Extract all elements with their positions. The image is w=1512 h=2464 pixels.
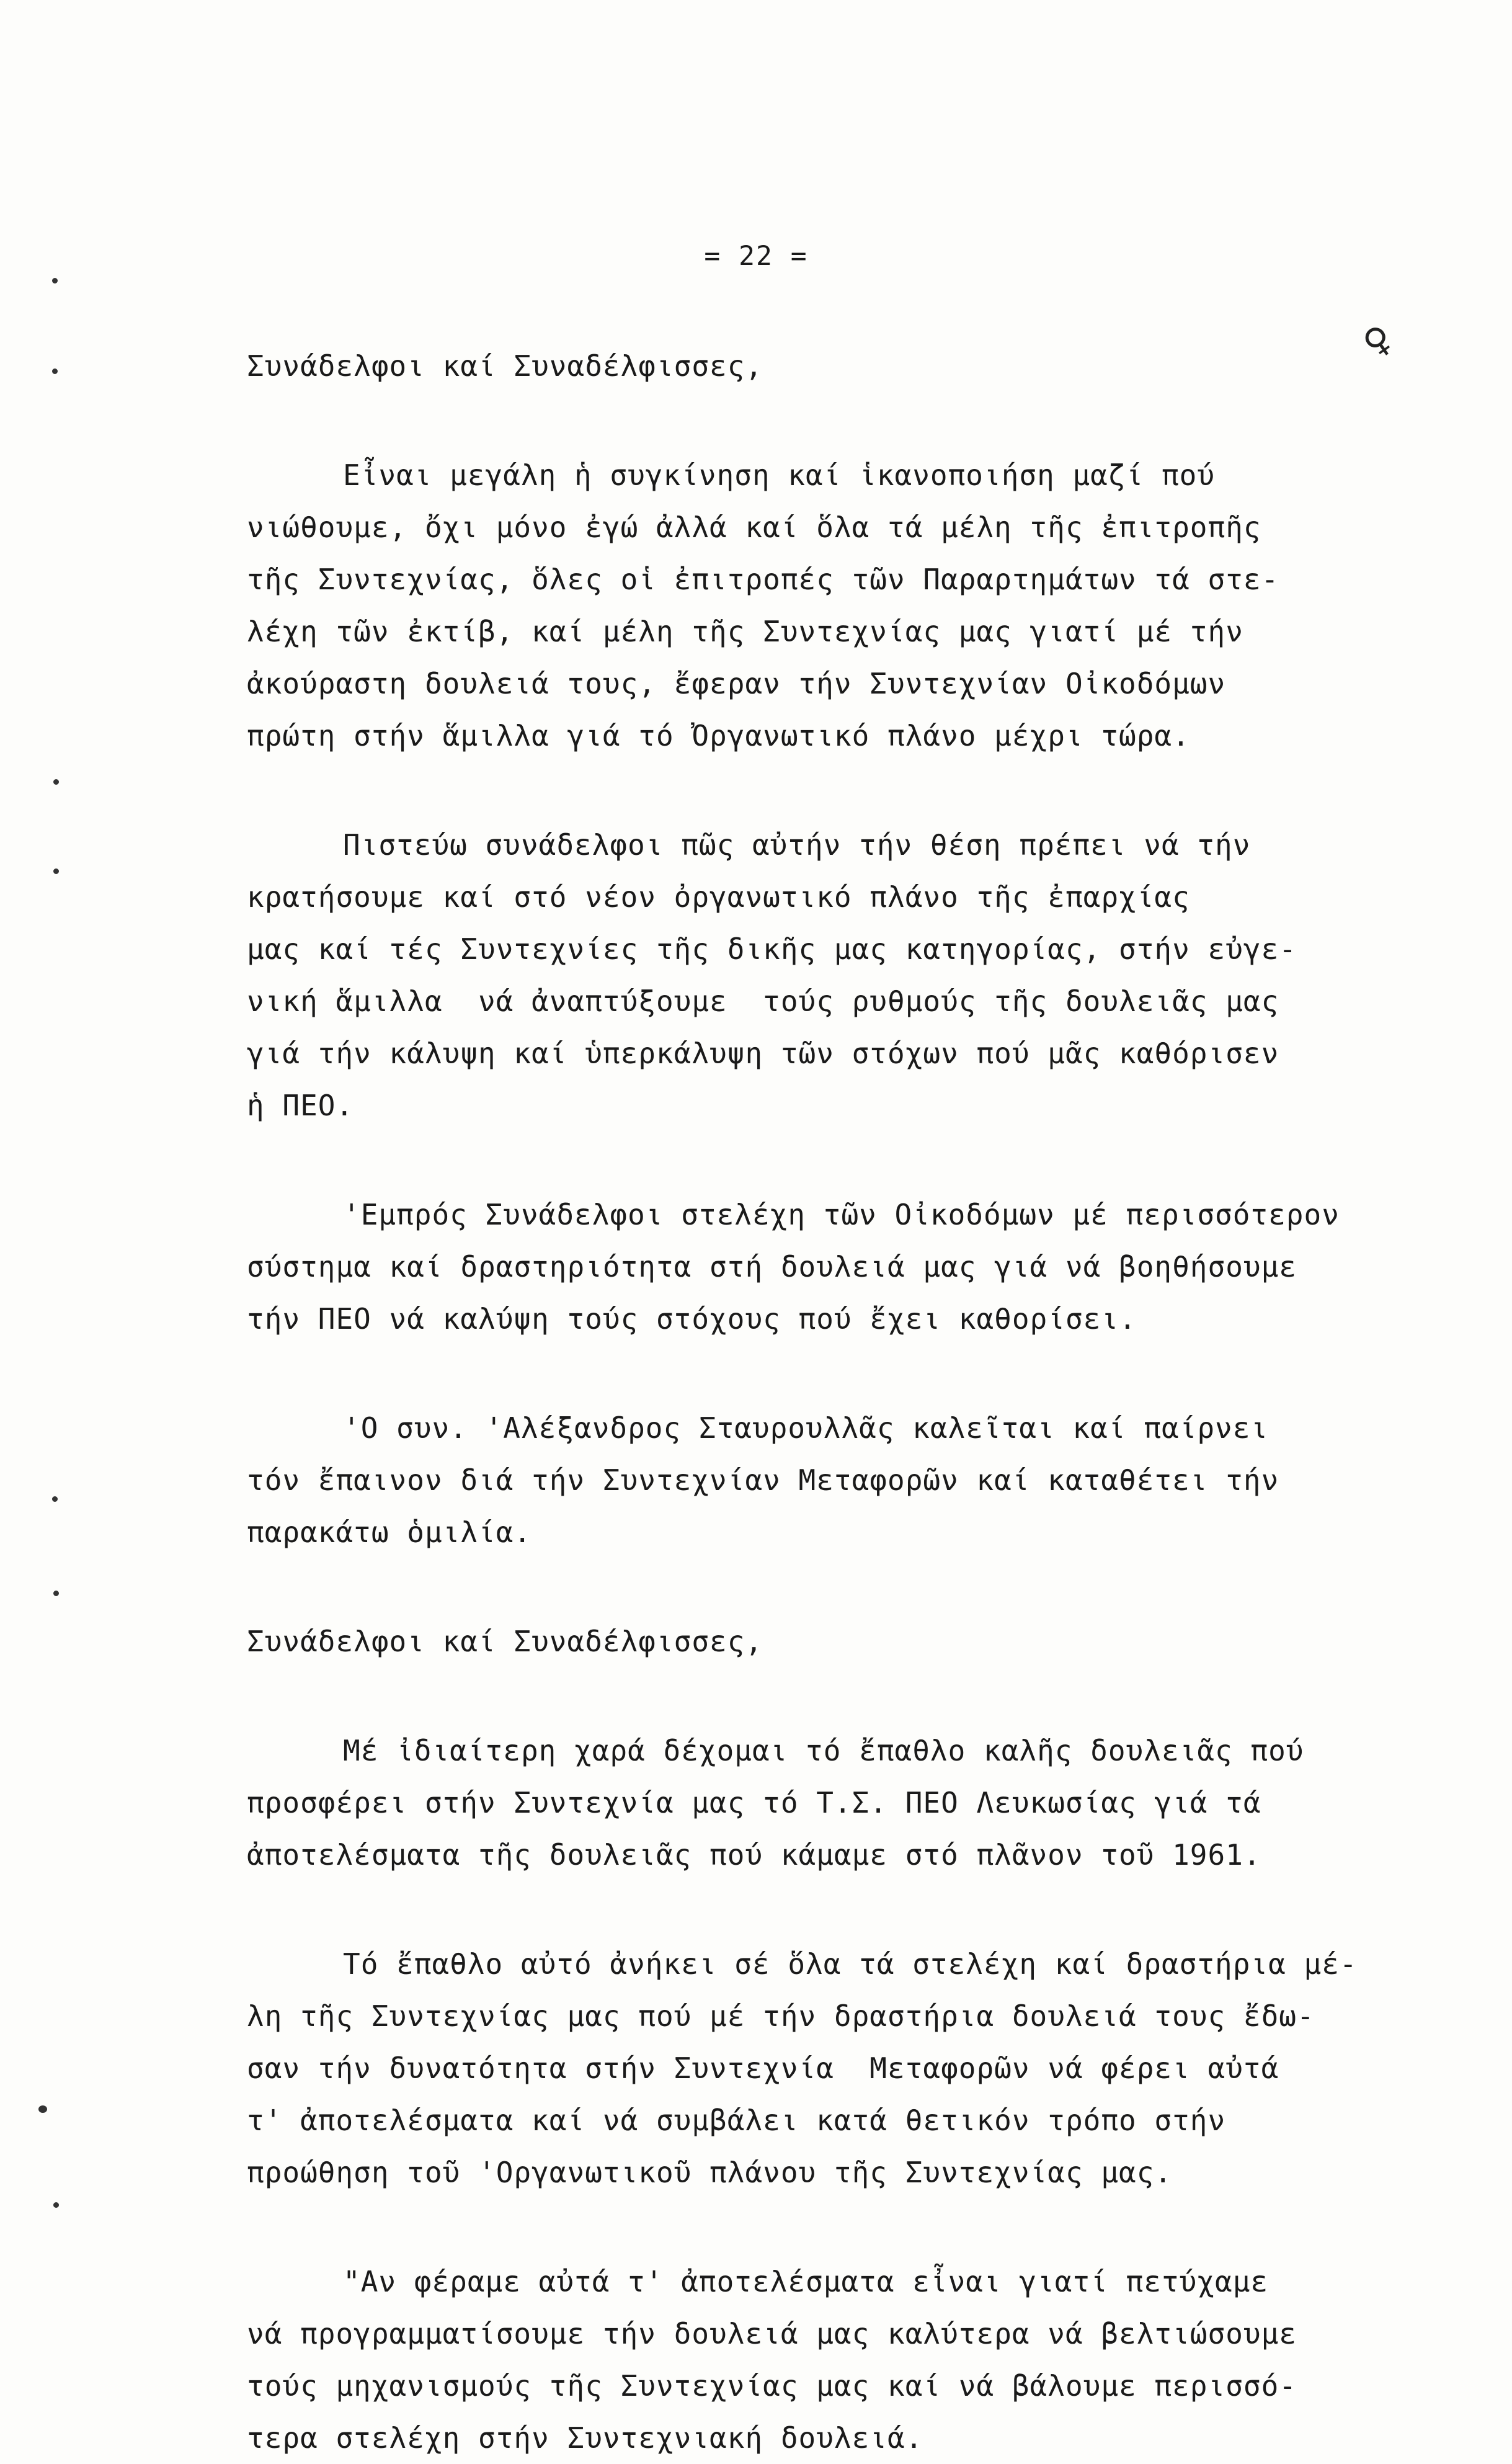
text-line: "Αν φέραμε αὐτά τ' ἀποτελέσματα εἶναι γιατί πετύχαμε	[343, 2265, 1269, 2298]
scan-speck	[53, 2202, 59, 2208]
scan-speck	[52, 278, 58, 283]
text-line: νά προγραμματίσουμε τήν δουλειά μας καλύτερα νά βελτιώσουμε	[247, 2317, 1297, 2350]
text-line: Μέ ἰδιαίτερη χαρά δέχομαι τό ἔπαθλο καλῆς δουλειᾶς πού	[343, 1734, 1304, 1767]
scan-speck	[53, 868, 59, 874]
text-line: τήν ΠΕΟ νά καλύψη τούς στόχους πού ἔχει καθορίσει.	[247, 1302, 1137, 1336]
paragraph-gap	[247, 1558, 1438, 1615]
paragraph	[247, 340, 1438, 392]
paragraph	[247, 1402, 1438, 1558]
text-line: κρατήσουμε καί στό νέον ὀργανωτικό πλάνο τῆς ἐπαρχίας	[247, 880, 1190, 914]
paragraph	[247, 1938, 1438, 2198]
text-line: Πιστεύω συνάδελφοι πῶς αὐτήν τήν θέση πρέπει νά τήν	[343, 828, 1251, 862]
text-line: Τό ἔπαθλο αὐτό ἀνήκει σέ ὅλα τά στελέχη καί δραστήρια μέ-	[343, 1947, 1358, 1981]
paragraph-gap	[247, 1132, 1438, 1189]
text-line: 'Εμπρός Συνάδελφοι στελέχη τῶν Οἰκοδόμων μέ περισσότερον	[343, 1198, 1340, 1231]
text-line: σύστημα καί δραστηριότητα στή δουλειά μας γιά νά βοηθήσουμε	[247, 1250, 1297, 1283]
text-line: προσφέρει στήν Συντεχνία μας τό Τ.Σ. ΠΕΟ Λευκωσίας γιά τά	[247, 1786, 1261, 1819]
paragraph-gap	[247, 1345, 1438, 1402]
margin-mark: ♀	[1352, 312, 1403, 369]
paragraph	[247, 449, 1438, 762]
paragraph	[247, 2256, 1438, 2464]
text-line: γιά τήν κάλυψη καί ὑπερκάλυψη τῶν στόχων πού μᾶς καθόρισεν	[247, 1037, 1279, 1070]
text-line: Συνάδελφοι καί Συναδέλφισσες,	[247, 1625, 763, 1658]
scan-speck	[53, 779, 59, 785]
page-number: = 22 =	[704, 241, 808, 272]
text-line: σαν τήν δυνατότητα στήν Συντεχνία Μεταφορῶν νά φέρει αὐτά	[247, 2051, 1279, 2085]
text-line: Συνάδελφοι καί Συναδέλφισσες,	[247, 349, 763, 383]
text-line: παρακάτω ὁμιλία.	[247, 1515, 532, 1549]
paragraph-gap	[247, 1881, 1438, 1938]
text-line: λη τῆς Συντεχνίας μας πού μέ τήν δραστήρια δουλειά τους ἔδω-	[247, 1999, 1315, 2033]
text-line: τούς μηχανισμούς τῆς Συντεχνίας μας καί νά βάλουμε περισσό-	[247, 2369, 1297, 2403]
paragraph-gap	[247, 2198, 1438, 2256]
document-body	[247, 340, 1438, 2464]
text-line: προώθηση τοῦ 'Οργανωτικοῦ πλάνου τῆς Συντεχνίας μας.	[247, 2156, 1173, 2189]
scan-speck	[38, 2105, 47, 2113]
paragraph-gap	[247, 762, 1438, 819]
text-line: Εἶναι μεγάλη ἡ συγκίνηση καί ἱκανοποιήση μαζί πού	[343, 458, 1216, 492]
paragraph	[247, 1189, 1438, 1345]
scan-speck	[52, 1496, 58, 1502]
text-line: τόν ἔπαινον διά τήν Συντεχνίαν Μεταφορῶν καί καταθέτει τήν	[247, 1463, 1279, 1497]
text-line: πρώτη στήν ἅμιλλα γιά τό Ὀργανωτικό πλάνο μέχρι τώρα.	[247, 719, 1190, 752]
text-line: τῆς Συντεχνίας, ὅλες οἱ ἐπιτροπές τῶν Παραρτημάτων τά στε-	[247, 563, 1279, 596]
text-line: ἡ ΠΕΟ.	[247, 1089, 354, 1122]
text-line: ἀκούραστη δουλειά τους, ἔφεραν τήν Συντεχνίαν Οἰκοδόμων	[247, 667, 1226, 700]
scan-speck	[53, 1591, 59, 1596]
text-line: τερα στελέχη στήν Συντεχνιακή δουλειά.	[247, 2421, 923, 2455]
text-line: 'Ο συν. 'Αλέξανδρος Σταυρουλλᾶς καλεῖται καί παίρνει	[343, 1411, 1269, 1445]
paragraph	[247, 1725, 1438, 1881]
text-line: λέχη τῶν ἐκτίβ, καί μέλη τῆς Συντεχνίας μας γιατί μέ τήν	[247, 615, 1243, 648]
text-line: μας καί τές Συντεχνίες τῆς δικῆς μας κατηγορίας, στήν εὐγε-	[247, 932, 1297, 966]
text-line: νιώθουμε, ὄχι μόνο ἐγώ ἀλλά καί ὅλα τά μέλη τῆς ἐπιτροπῆς	[247, 511, 1261, 544]
scan-speck	[52, 368, 58, 374]
paragraph-gap	[247, 1667, 1438, 1725]
text-line: ἀποτελέσματα τῆς δουλειᾶς πού κάμαμε στό πλᾶνον τοῦ 1961.	[247, 1838, 1261, 1872]
text-line: νική ἅμιλλα νά ἀναπτύξουμε τούς ρυθμούς τῆς δουλειᾶς μας	[247, 984, 1279, 1018]
paragraph	[247, 819, 1438, 1132]
text-line: τ' ἀποτελέσματα καί νά συμβάλει κατά θετικόν τρόπο στήν	[247, 2104, 1226, 2137]
paragraph	[247, 1615, 1438, 1667]
paragraph-gap	[247, 392, 1438, 449]
